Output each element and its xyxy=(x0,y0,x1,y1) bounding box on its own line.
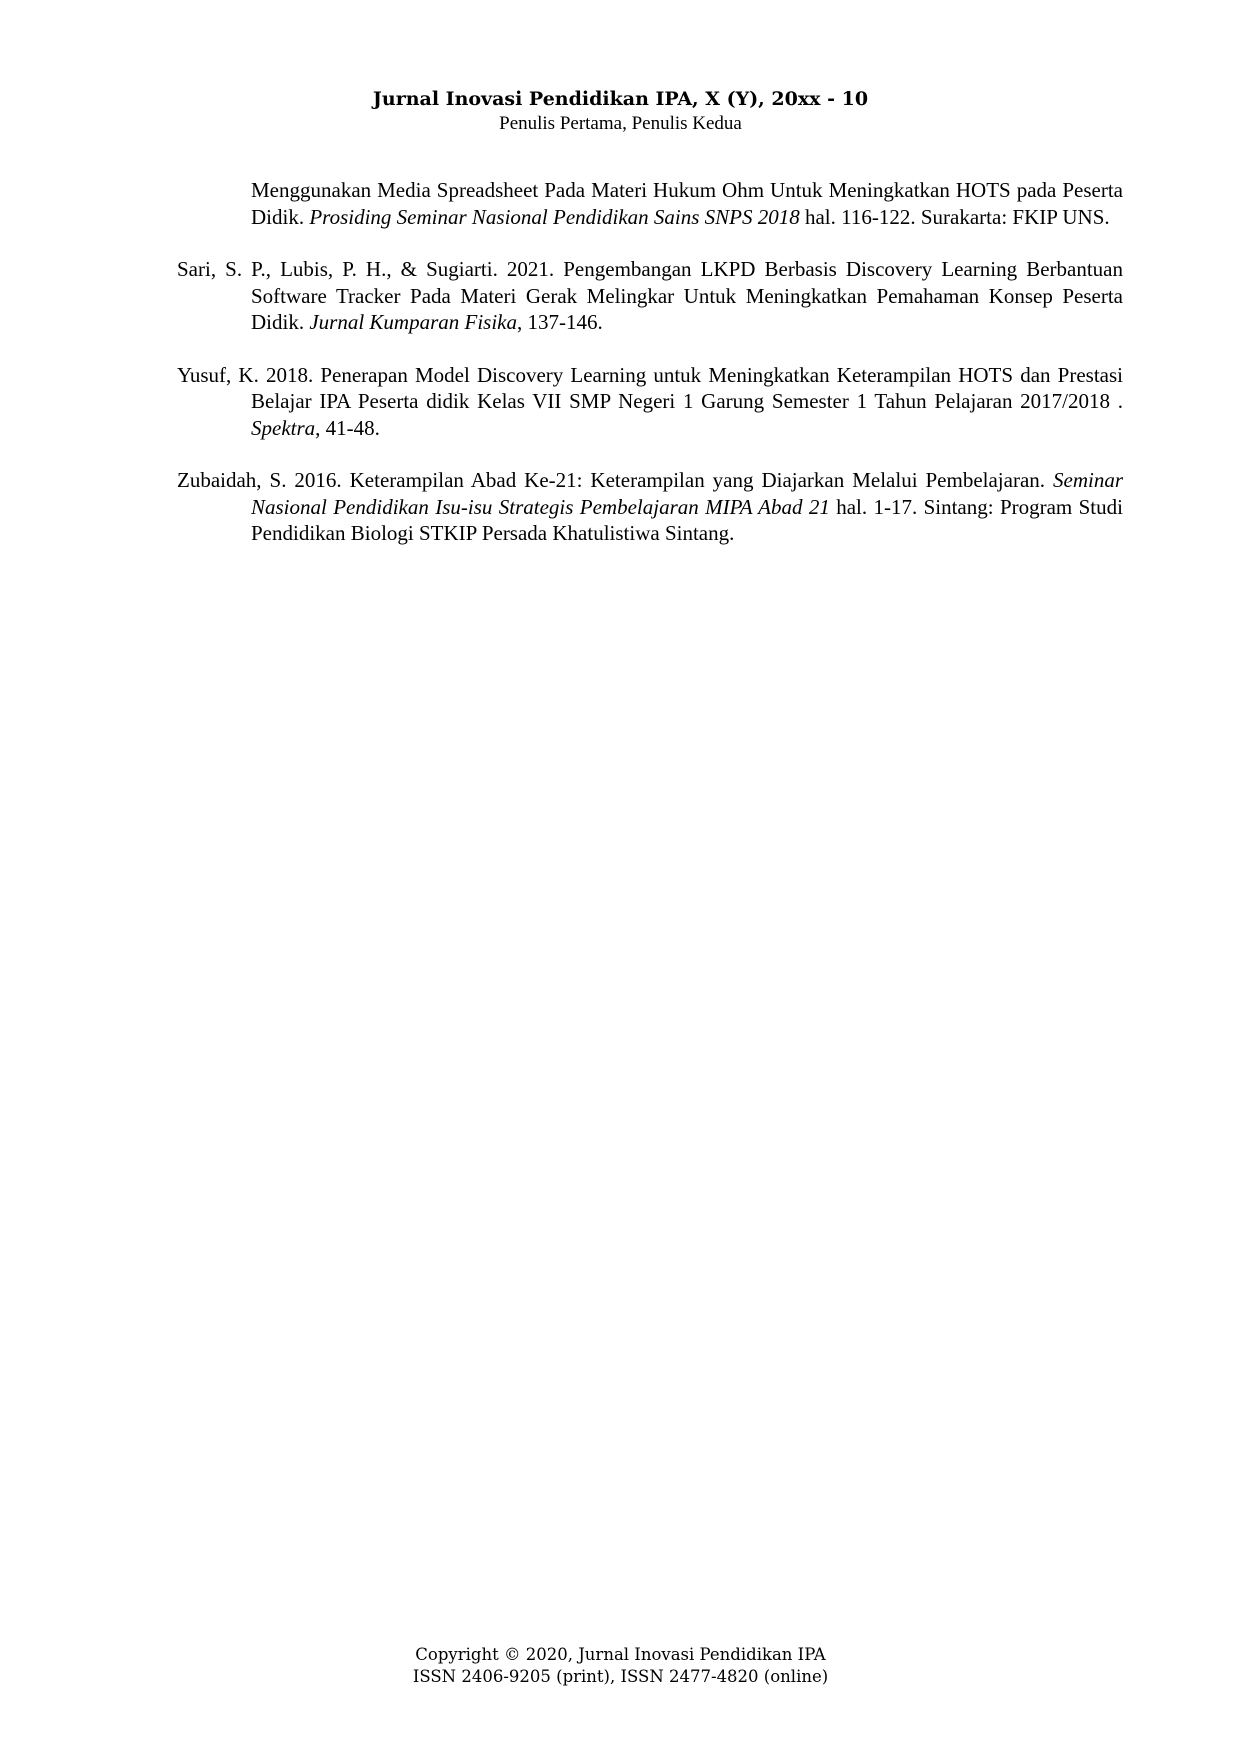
page-footer xyxy=(0,1644,1241,1688)
reference-pages: hal. 116-122. Surakarta: FKIP UNS. xyxy=(799,204,1110,229)
reference-text: Sari, S. P., Lubis, P. H., & Sugiarti. 2021. Pengembangan LKPD Berbasis Discovery Learning Berbantuan Software Tracker Pada Materi Gerak Melingkar Untuk Meningkatkan Pemahaman Konsep Peserta Didik. xyxy=(177,257,1123,334)
reference-text: Menggunakan Media Spreadsheet Pada Materi Hukum Ohm Untuk Meningkatkan HOTS pada Peserta Didik. xyxy=(251,178,1123,229)
reference-pages: hal. 1-17. Sintang: Program Studi Pendidikan Biologi STKIP Persada Khatulistiwa Sintang. xyxy=(251,494,1123,545)
reference-source: Prosiding Seminar Nasional Pendidikan Sains SNPS 2018 xyxy=(309,204,800,229)
reference-source: Spektra xyxy=(251,415,316,440)
reference-text: Zubaidah, S. 2016. Keterampilan Abad Ke-21: Keterampilan yang Diajarkan Melalui Pembelajaran. xyxy=(177,468,1053,492)
reference-pages: , 41-48. xyxy=(315,415,380,440)
copyright-notice: Copyright © 2020, Jurnal Inovasi Pendidikan IPA xyxy=(415,1645,826,1664)
reference-source: Seminar Nasional Pendidikan Isu-isu Strategis Pembelajaran MIPA Abad 21 xyxy=(251,468,1123,519)
author-names: Penulis Pertama, Penulis Kedua xyxy=(499,113,742,134)
reference-source: Jurnal Kumparan Fisika xyxy=(309,310,518,334)
reference-entry xyxy=(177,467,1123,547)
reference-entry xyxy=(177,177,1123,230)
issn-line: ISSN 2406-9205 (print), ISSN 2477-4820 (online) xyxy=(412,1667,829,1686)
reference-list xyxy=(177,177,1123,573)
reference-pages: , 137-146. xyxy=(517,310,603,334)
journal-title: Jurnal Inovasi Pendidikan IPA, X (Y), 20xx - 10 xyxy=(372,88,869,110)
running-header xyxy=(0,86,1241,136)
reference-entry xyxy=(177,362,1123,442)
reference-entry xyxy=(177,256,1123,336)
reference-text: Yusuf, K. 2018. Penerapan Model Discovery Learning untuk Meningkatkan Keterampilan HOTS dan Prestasi Belajar IPA Peserta didik Kelas VII SMP Negeri 1 Garung Semester 1 Tahun Pelajaran 2017/2018 . xyxy=(177,362,1123,413)
